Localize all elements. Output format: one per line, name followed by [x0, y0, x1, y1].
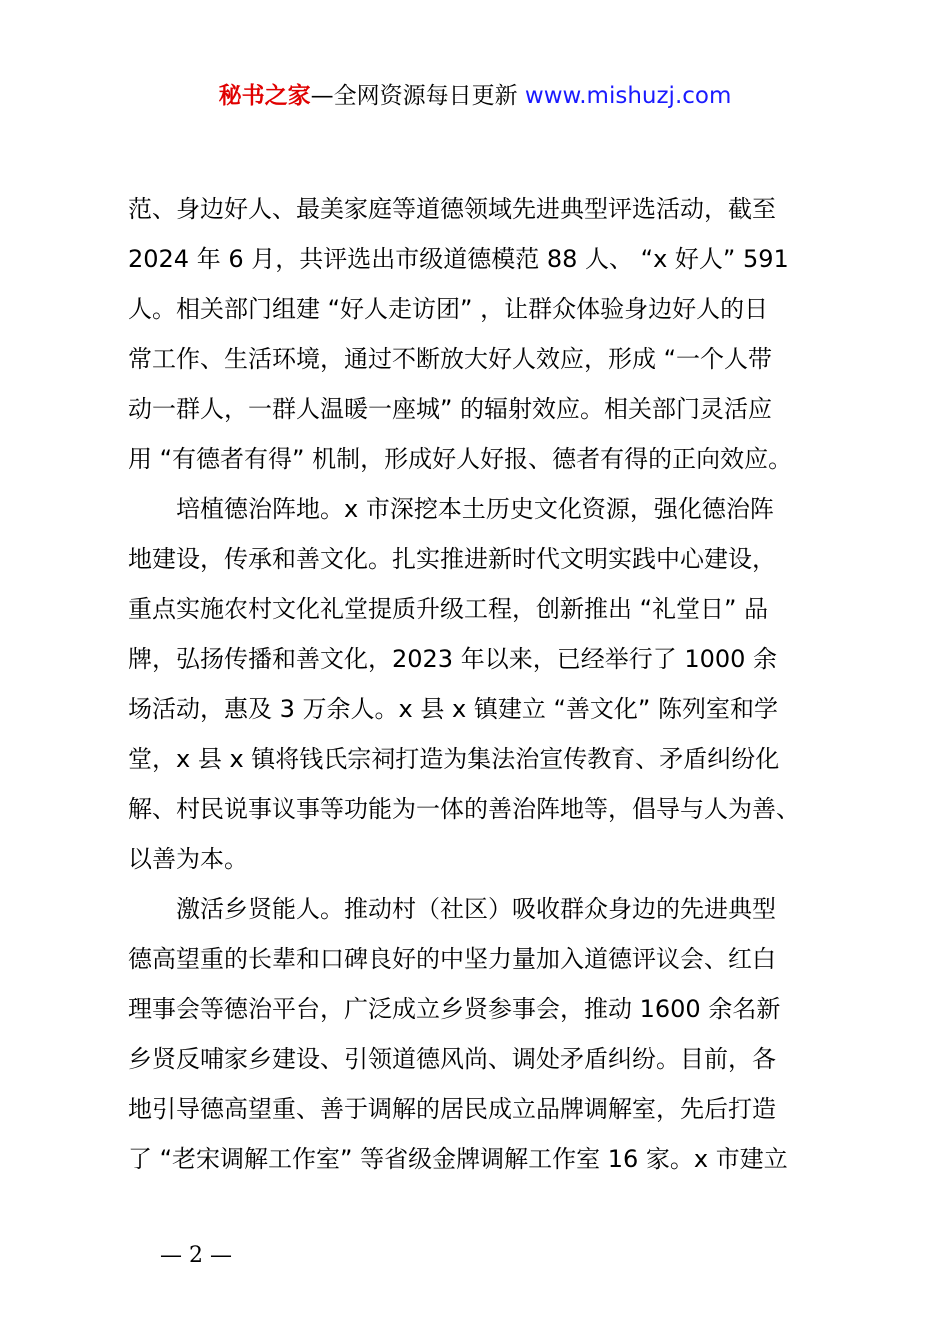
page-number: — 2 — [160, 1243, 232, 1268]
site-header [0, 80, 950, 112]
body-line: 理事会等德治平台，广泛成立乡贤参事会，推动 1600 余名新 [128, 995, 781, 1023]
site-brand: 秘书之家 [218, 83, 311, 109]
body-line: 德高望重的长辈和口碑良好的中坚力量加入道德评议会、红白 [128, 945, 776, 973]
body-line: 范、身边好人、最美家庭等道德领域先进典型评选活动，截至 [128, 195, 776, 223]
body-line: 场活动，惠及 3 万余人。x 县 x 镇建立 “善文化” 陈列室和学 [128, 695, 778, 723]
body-line: 牌，弘扬传播和善文化，2023 年以来，已经举行了 1000 余 [128, 645, 778, 673]
body-line: 动一群人，一群人温暖一座城” 的辐射效应。相关部门灵活应 [128, 395, 773, 423]
body-line: 常工作、生活环境，通过不断放大好人效应，形成 “一个人带 [128, 345, 773, 373]
body-line: 了 “老宋调解工作室” 等省级金牌调解工作室 16 家。x 市建立 [128, 1145, 788, 1173]
body-line: 人。相关部门组建 “好人走访团” ，让群众体验身边好人的日 [128, 295, 769, 323]
site-url[interactable]: www.mishuzj.com [524, 83, 732, 109]
body-line: 培植德治阵地。x 市深挖本土历史文化资源，强化德治阵 [128, 495, 774, 523]
body-line: 重点实施农村文化礼堂提质升级工程，创新推出 “礼堂日” 品 [128, 595, 769, 623]
body-line: 地建设，传承和善文化。扎实推进新时代文明实践中心建设， [128, 545, 776, 573]
body-line: 乡贤反哺家乡建设、引领道德风尚、调处矛盾纠纷。目前，各 [128, 1045, 776, 1073]
body-line: 激活乡贤能人。推动村（社区）吸收群众身边的先进典型 [128, 895, 776, 923]
document-body [128, 184, 848, 1184]
body-line: 解、村民说事议事等功能为一体的善治阵地等，倡导与人为善、 [128, 795, 800, 823]
body-line: 堂，x 县 x 镇将钱氏宗祠打造为集法治宣传教育、矛盾纠纷化 [128, 745, 780, 773]
body-line: 用 “有德者有得” 机制，形成好人好报、德者有得的正向效应。 [128, 445, 793, 473]
body-line: 2024 年 6 月，共评选出市级道德模范 88 人、 “x 好人” 591 [128, 245, 789, 273]
body-line: 地引导德高望重、善于调解的居民成立品牌调解室，先后打造 [128, 1095, 776, 1123]
site-tagline: —全网资源每日更新 [310, 83, 518, 109]
body-line: 以善为本。 [128, 845, 248, 873]
